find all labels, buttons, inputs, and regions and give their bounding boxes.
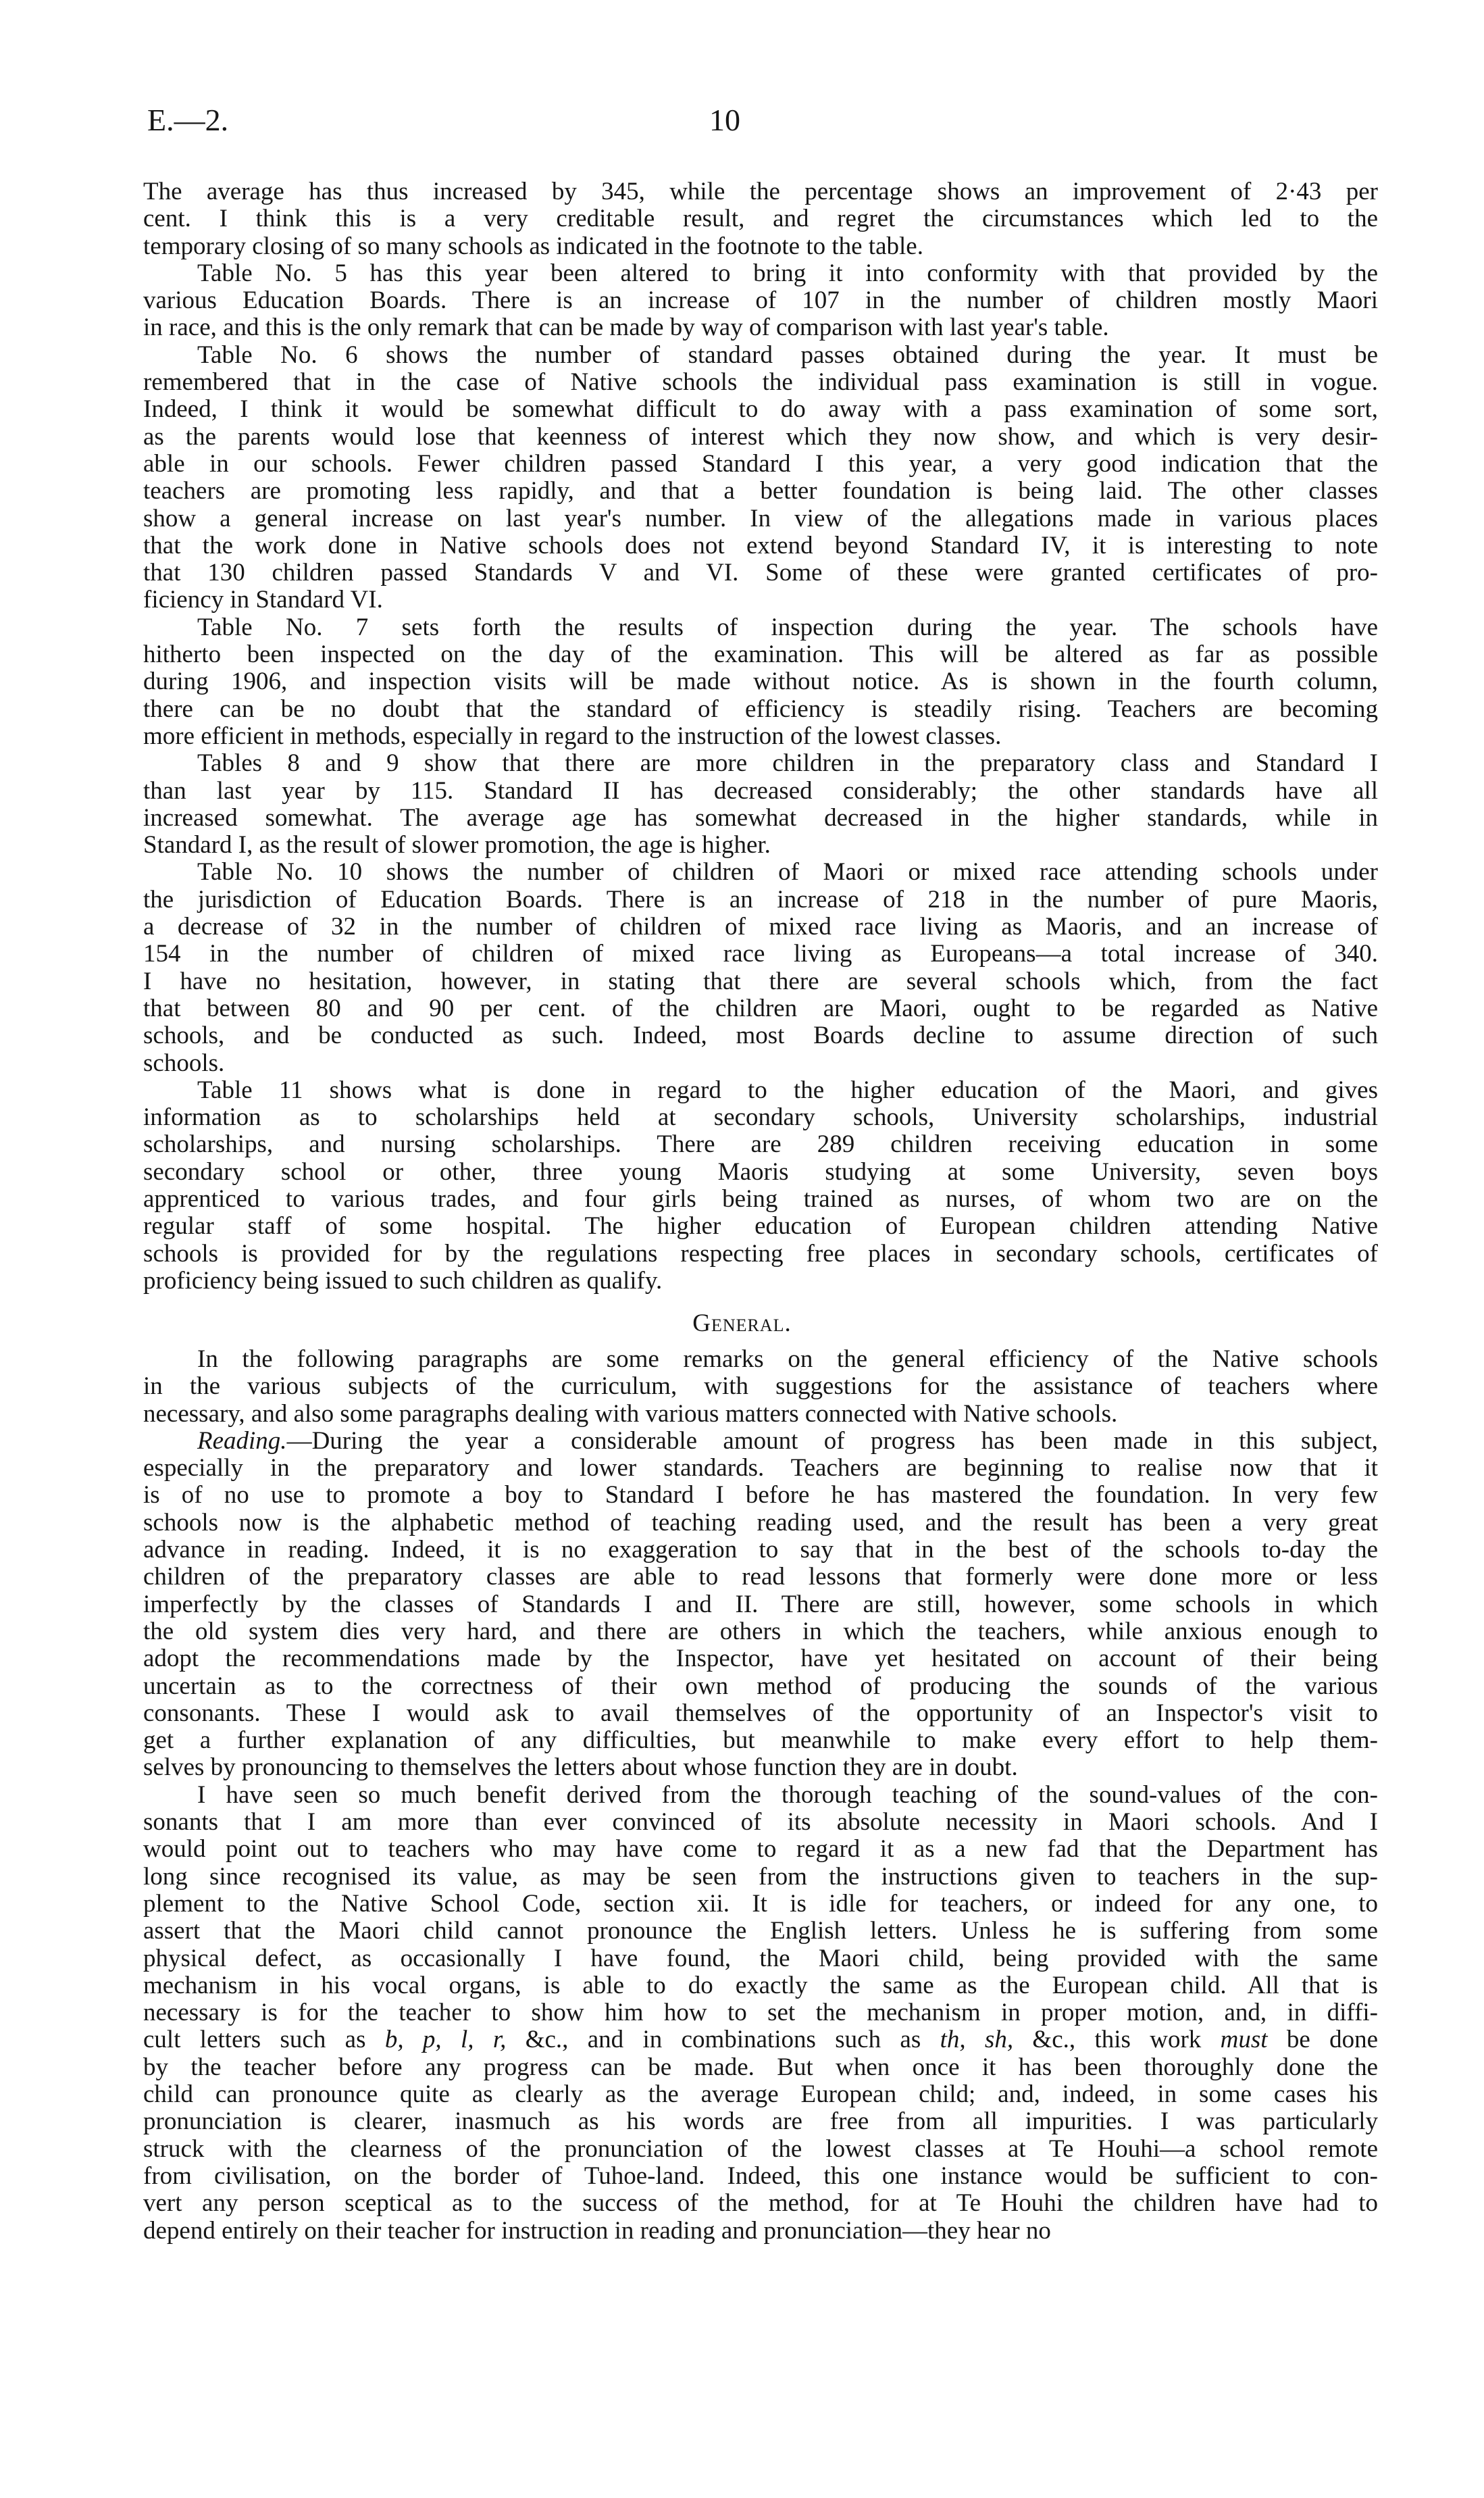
- text-line: would point out to teachers who may have come to regard it as a new fad that the Department has: [143, 1835, 1378, 1864]
- text-line: as the parents would lose that keenness of interest which they now show, and which is very desir-: [143, 422, 1378, 451]
- text-line: The average has thus increased by 345, while the percentage shows an improvement of 2·43 per: [143, 178, 1378, 205]
- text-line: adopt the recommendations made by the Inspector, have yet hesitated on account of their being: [143, 1645, 1378, 1673]
- text-line: that 130 children passed Standards V and VI. Some of these were granted certificates of pro-: [143, 559, 1378, 587]
- text-line: hitherto been inspected on the day of the examination. This will be altered as far as possible: [143, 641, 1378, 669]
- text-line: necessary is for the teacher to show him how to set the mechanism in proper motion, and, in diffi-: [143, 1999, 1378, 2027]
- text-line: especially in the preparatory and lower standards. Teachers are beginning to realise now that it: [143, 1454, 1378, 1482]
- text-line: Standard I, as the result of slower promotion, the age is higher.: [143, 831, 771, 859]
- text-line: that between 80 and 90 per cent. of the children are Maori, ought to be regarded as Native: [143, 994, 1378, 1022]
- text-line: teachers are promoting less rapidly, and that a better foundation is being laid. The other classes: [143, 477, 1378, 505]
- paragraph: [143, 260, 1378, 342]
- paragraph: [143, 1428, 1378, 1782]
- text-segment: &c., this work: [1013, 2026, 1221, 2054]
- text-line: cent. I think this is a very creditable result, and regret the circumstances which led to the: [143, 205, 1378, 233]
- text-line: I have no hesitation, however, in stating that there are several schools which, from the fact: [143, 967, 1378, 995]
- text-line: Indeed, I think it would be somewhat difficult to do away with a pass examination of some sort,: [143, 395, 1378, 424]
- body-section-tables: [143, 178, 1378, 1295]
- text-line: uncertain as to the correctness of their own method of producing the sounds of the various: [143, 1672, 1378, 1700]
- section-heading-general: General.: [692, 1309, 792, 1337]
- text-line: secondary school or other, three young Maoris studying at some University, seven boys: [143, 1157, 1378, 1186]
- text-line: there can be no doubt that the standard of efficiency is steadily rising. Teachers are becoming: [143, 695, 1378, 723]
- text-line: schools.: [143, 1049, 225, 1077]
- text-segment: &c., and in combinations such as: [506, 2026, 940, 2054]
- paragraph: [143, 342, 1378, 614]
- text-line: more efficient in methods, especially in regard to the instruction of the lowest classes.: [143, 722, 1002, 750]
- text-line: plement to the Native School Code, section xii. It is idle for teachers, or indeed for any one, to: [143, 1889, 1378, 1918]
- text-line: remembered that in the case of Native schools the individual pass examination is still in vogue.: [143, 368, 1378, 397]
- text-line: Tables 8 and 9 show that there are more children in the preparatory class and Standard I: [197, 749, 1378, 778]
- text-line: during 1906, and inspection visits will be made without notice. As is shown in the fourth column,: [143, 668, 1378, 696]
- text-line: apprenticed to various trades, and four girls being trained as nurses, of whom two are on the: [143, 1184, 1378, 1213]
- text-segment: —During the year a considerable amount of progress has been made in this subject,: [286, 1426, 1378, 1455]
- text-line: the jurisdiction of Education Boards. There is an increase of 218 in the number of pure Maoris,: [143, 885, 1378, 914]
- text-line: get a further explanation of any difficulties, but meanwhile to make every effort to help them-: [143, 1726, 1378, 1755]
- italic-text: Reading.: [197, 1426, 287, 1455]
- text-line: a decrease of 32 in the number of children of mixed race living as Maoris, and an increase of: [143, 913, 1378, 941]
- text-line: in race, and this is the only remark that can be made by way of comparison with last year's table.: [143, 314, 1109, 342]
- text-line: necessary, and also some paragraphs dealing with various matters connected with Native schools.: [143, 1399, 1118, 1428]
- text-line: than last year by 115. Standard II has decreased considerably; the other standards have all: [143, 776, 1378, 805]
- text-line: advance in reading. Indeed, it is no exaggeration to say that in the best of the schools to-day the: [143, 1536, 1378, 1564]
- text-line: In the following paragraphs are some remarks on the general efficiency of the Native schools: [197, 1345, 1378, 1373]
- text-line: various Education Boards. There is an increase of 107 in the number of children mostly Maori: [143, 286, 1378, 315]
- text-line: in the various subjects of the curriculum, with suggestions for the assistance of teachers where: [143, 1372, 1378, 1401]
- text-line: regular staff of some hospital. The higher education of European children attending Native: [143, 1212, 1378, 1241]
- text-line: consonants. These I would ask to avail themselves of the opportunity of an Inspector's visit to: [143, 1699, 1378, 1727]
- text-line: sonants that I am more than ever convinced of its absolute necessity in Maori schools. And I: [143, 1808, 1378, 1837]
- text-line: pronunciation is clearer, inasmuch as his words are free from all impurities. I was particularly: [143, 2107, 1378, 2136]
- text-line: is of no use to promote a boy to Standard I before he has mastered the foundation. In very few: [143, 1481, 1378, 1509]
- text-line: show a general increase on last year's number. In view of the allegations made in various places: [143, 504, 1378, 532]
- text-line: Table No. 5 has this year been altered to bring it into conformity with that provided by the: [197, 259, 1378, 287]
- text-line: schools, and be conducted as such. Indeed, most Boards decline to assume direction of such: [143, 1022, 1378, 1050]
- text-line: Table No. 7 sets forth the results of inspection during the year. The schools have: [197, 613, 1378, 641]
- paragraph: [143, 1077, 1378, 1295]
- text-line: [143, 2026, 1378, 2053]
- text-line: [143, 1428, 1378, 1455]
- paragraph: [143, 178, 1378, 260]
- text-line: able in our schools. Fewer children passed Standard I this year, a very good indication that the: [143, 449, 1378, 478]
- document-code: E.—2.: [147, 103, 229, 137]
- text-line: selves by pronouncing to themselves the letters about whose function they are in doubt.: [143, 1753, 1018, 1782]
- text-line: temporary closing of so many schools as indicated in the footnote to the table.: [143, 232, 923, 260]
- paragraph: [143, 614, 1378, 750]
- text-line: assert that the Maori child cannot pronounce the English letters. Unless he is suffering from some: [143, 1917, 1378, 1945]
- text-segment: be done: [1267, 2026, 1378, 2054]
- text-line: children of the preparatory classes are able to read lessons that formerly were done more or less: [143, 1563, 1378, 1591]
- text-line: mechanism in his vocal organs, is able to do exactly the same as the European child. All that is: [143, 1971, 1378, 1999]
- text-line: information as to scholarships held at secondary schools, University scholarships, industrial: [143, 1103, 1378, 1132]
- text-line: I have seen so much benefit derived from the thorough teaching of the sound-values of the con-: [197, 1780, 1378, 1809]
- text-line: increased somewhat. The average age has somewhat decreased in the higher standards, while in: [143, 803, 1378, 832]
- text-line: Table No. 6 shows the number of standard passes obtained during the year. It must be: [197, 341, 1378, 369]
- text-line: from civilisation, on the border of Tuhoe-land. Indeed, this one instance would be sufficient to con-: [143, 2162, 1378, 2190]
- text-line: the old system dies very hard, and there are others in which the teachers, while anxious enough to: [143, 1617, 1378, 1645]
- text-line: vert any person sceptical as to the success of the method, for at Te Houhi the children have had to: [143, 2189, 1378, 2218]
- text-line: physical defect, as occasionally I have found, the Maori child, being provided with the same: [143, 1944, 1378, 1972]
- text-line: proficiency being issued to such children as qualify.: [143, 1266, 663, 1295]
- text-line: Table 11 shows what is done in regard to the higher education of the Maori, and gives: [197, 1076, 1378, 1104]
- italic-text: b, p, l, r,: [384, 2026, 507, 2054]
- text-line: child can pronounce quite as clearly as the average European child; and, indeed, in some cases his: [143, 2080, 1378, 2109]
- paragraph: [143, 750, 1378, 859]
- text-line: struck with the clearness of the pronunciation of the lowest classes at Te Houhi—a school remote: [143, 2134, 1378, 2163]
- text-line: Table No. 10 shows the number of children of Maori or mixed race attending schools under: [197, 858, 1378, 886]
- page-number: 10: [709, 103, 740, 137]
- text-line: long since recognised its value, as may be seen from the instructions given to teachers in the sup-: [143, 1862, 1378, 1891]
- italic-text: th, sh,: [940, 2026, 1014, 2054]
- text-line: scholarships, and nursing scholarships. There are 289 children receiving education in some: [143, 1130, 1378, 1159]
- paragraph: [143, 859, 1378, 1076]
- italic-text: must: [1220, 2026, 1268, 2054]
- text-line: schools is provided for by the regulations respecting free places in secondary schools, certificates of: [143, 1239, 1378, 1268]
- text-line: imperfectly by the classes of Standards I and II. There are still, however, some schools in which: [143, 1590, 1378, 1618]
- text-line: that the work done in Native schools does not extend beyond Standard IV, it is interesting to note: [143, 531, 1378, 559]
- text-line: by the teacher before any progress can be made. But when once it has been thoroughly done the: [143, 2053, 1378, 2081]
- text-line: ficiency in Standard VI.: [143, 586, 383, 614]
- text-line: depend entirely on their teacher for instruction in reading and pronunciation—they hear no: [143, 2216, 1051, 2245]
- text-segment: cult letters such as: [143, 2026, 385, 2054]
- body-section-general: [143, 1346, 1378, 2245]
- text-line: schools now is the alphabetic method of teaching reading used, and the result has been a very great: [143, 1508, 1378, 1537]
- paragraph: [143, 1782, 1378, 2245]
- paragraph: [143, 1346, 1378, 1428]
- text-line: 154 in the number of children of mixed race living as Europeans—a total increase of 340.: [143, 940, 1378, 968]
